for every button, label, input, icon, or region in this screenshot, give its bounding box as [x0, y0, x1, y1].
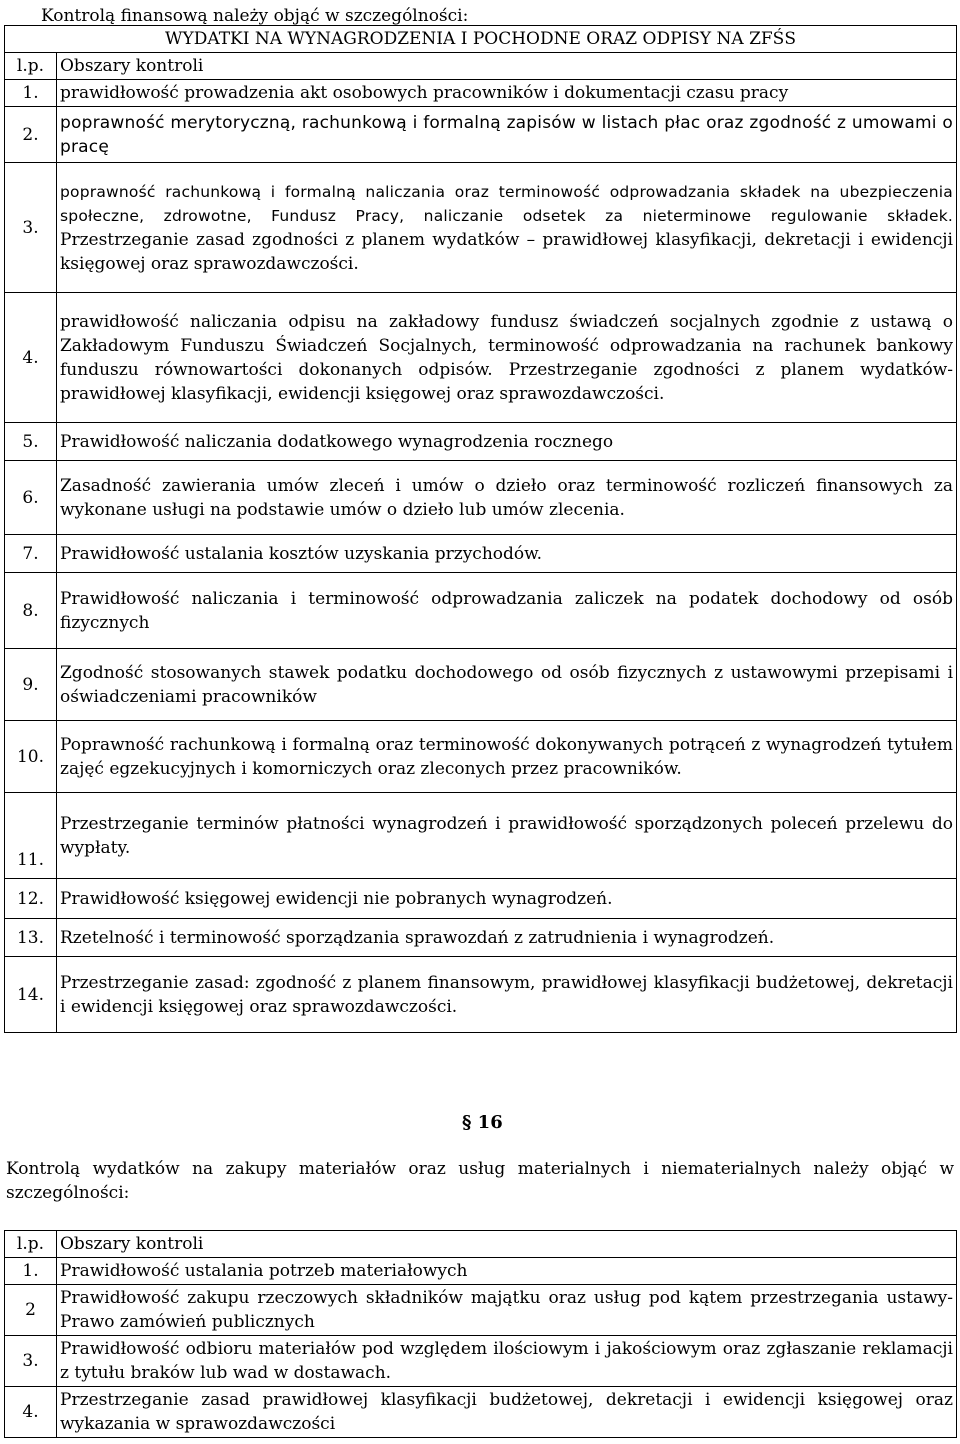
- column-header-lp: l.p.: [5, 1231, 57, 1258]
- row-text: Prawidłowość zakupu rzeczowych składników majątku oraz usług pod kątem przestrzegania ustawy-Prawo zamówień publicznych: [57, 1285, 957, 1336]
- row-text: Przestrzeganie zasad: zgodność z planem finansowym, prawidłowej klasyfikacji budżetowej, dekretacji i ewidencji księgowej oraz sprawozdawczości.: [57, 957, 957, 1033]
- table-row: [5, 879, 957, 919]
- table-row: [5, 293, 957, 423]
- row-number: 2: [5, 1285, 57, 1336]
- row-number: 4.: [5, 293, 57, 423]
- row-text: Prawidłowość odbioru materiałów pod względem ilościowym i jakościowym oraz zgłaszanie reklamacji z tytułu braków lub wad w dostawach.: [57, 1336, 957, 1387]
- section1-intro: Kontrolą finansową należy objąć w szczególności:: [41, 6, 469, 26]
- column-header-areas: Obszary kontroli: [57, 1231, 957, 1258]
- row-number: 4.: [5, 1387, 57, 1438]
- control-areas-table-materials: [4, 1230, 957, 1438]
- column-header-areas: Obszary kontroli: [57, 53, 957, 80]
- section2-intro: Kontrolą wydatków na zakupy materiałów oraz usług materialnych i niematerialnych należy objąć w szczególności:: [6, 1159, 954, 1203]
- table-header-row: [5, 53, 957, 80]
- row-number: 13.: [5, 919, 57, 957]
- row-number: 14.: [5, 957, 57, 1033]
- row-text: Prawidłowość księgowej ewidencji nie pobranych wynagrodzeń.: [57, 879, 957, 919]
- row-text: Przestrzeganie terminów płatności wynagrodzeń i prawidłowość sporządzonych poleceń przelewu do wypłaty.: [57, 793, 957, 879]
- table-row: [5, 649, 957, 721]
- table-row: [5, 461, 957, 535]
- row-number: 1.: [5, 80, 57, 107]
- table-row: [5, 1258, 957, 1285]
- row-number: 1.: [5, 1258, 57, 1285]
- row-number: 3.: [5, 1336, 57, 1387]
- table-row: [5, 1387, 957, 1438]
- table-row: [5, 423, 957, 461]
- row-number: 7.: [5, 535, 57, 573]
- row-text: Prawidłowość ustalania kosztów uzyskania przychodów.: [57, 535, 957, 573]
- table-title: WYDATKI NA WYNAGRODZENIA I POCHODNE ORAZ ODPISY NA ZFŚS: [5, 26, 957, 53]
- row-text: Prawidłowość naliczania dodatkowego wynagrodzenia rocznego: [57, 423, 957, 461]
- row-text: prawidłowość naliczania odpisu na zakładowy fundusz świadczeń socjalnych zgodnie z ustawą o Zakładowym Funduszu Świadczeń Socjalnych, terminowość odprowadzania na rachunek bankowy funduszu równowartości dokonanych odpisów. Przestrzeganie zgodności z planem wydatków-prawidłowej klasyfikacji, ewidencji księgowej oraz sprawozdawczości.: [57, 293, 957, 423]
- table-row: [5, 80, 957, 107]
- row-number: 3.: [5, 163, 57, 293]
- row-text: [57, 163, 957, 293]
- row-number: 8.: [5, 573, 57, 649]
- row-text: Prawidłowość ustalania potrzeb materiałowych: [57, 1258, 957, 1285]
- row-text: prawidłowość prowadzenia akt osobowych pracowników i dokumentacji czasu pracy: [57, 80, 957, 107]
- control-areas-table-salaries: [4, 25, 957, 1033]
- row-number: 5.: [5, 423, 57, 461]
- table-row: [5, 535, 957, 573]
- table-header-row: [5, 1231, 957, 1258]
- row-number: 12.: [5, 879, 57, 919]
- row-text-part-1: poprawność rachunkową i formalną naliczania oraz terminowość odprowadzania składek na ubezpieczenia społeczne, zdrowotne, Fundusz Pracy, naliczanie odsetek za nieterminowe regulowanie składek.: [60, 182, 953, 225]
- row-text-part-2: Przestrzeganie zasad zgodności z planem wydatków – prawidłowej klasyfikacji, dekretacji i ewidencji księgowej oraz sprawozdawczości.: [60, 229, 953, 274]
- table-row: [5, 573, 957, 649]
- row-number: 9.: [5, 649, 57, 721]
- row-number: 11.: [5, 793, 57, 879]
- table-row: [5, 793, 957, 879]
- table-row: [5, 1336, 957, 1387]
- row-number: 10.: [5, 721, 57, 793]
- row-text: Prawidłowość naliczania i terminowość odprowadzania zaliczek na podatek dochodowy od osób fizycznych: [57, 573, 957, 649]
- section-number: § 16: [462, 1112, 503, 1133]
- row-text: Rzetelność i terminowość sporządzania sprawozdań z zatrudnienia i wynagrodzeń.: [57, 919, 957, 957]
- row-text: Zasadność zawierania umów zleceń i umów o dzieło oraz terminowość rozliczeń finansowych za wykonane usługi na podstawie umów o dzieło lub umów zlecenia.: [57, 461, 957, 535]
- table-row: [5, 1285, 957, 1336]
- row-text: poprawność merytoryczną, rachunkową i formalną zapisów w listach płac oraz zgodność z umowami o pracę: [57, 107, 957, 163]
- column-header-lp: l.p.: [5, 53, 57, 80]
- row-number: 2.: [5, 107, 57, 163]
- table-row: [5, 721, 957, 793]
- row-number: 6.: [5, 461, 57, 535]
- table-row: [5, 163, 957, 293]
- table-row: [5, 919, 957, 957]
- table-row: [5, 957, 957, 1033]
- table-row: [5, 107, 957, 163]
- row-text: Poprawność rachunkową i formalną oraz terminowość dokonywanych potrąceń z wynagrodzeń tytułem zajęć egzekucyjnych i komorniczych oraz zleconych przez pracowników.: [57, 721, 957, 793]
- row-text: Przestrzeganie zasad prawidłowej klasyfikacji budżetowej, dekretacji i ewidencji księgowej oraz wykazania w sprawozdawczości: [57, 1387, 957, 1438]
- table-title-row: [5, 26, 957, 53]
- row-text: Zgodność stosowanych stawek podatku dochodowego od osób fizycznych z ustawowymi przepisami i oświadczeniami pracowników: [57, 649, 957, 721]
